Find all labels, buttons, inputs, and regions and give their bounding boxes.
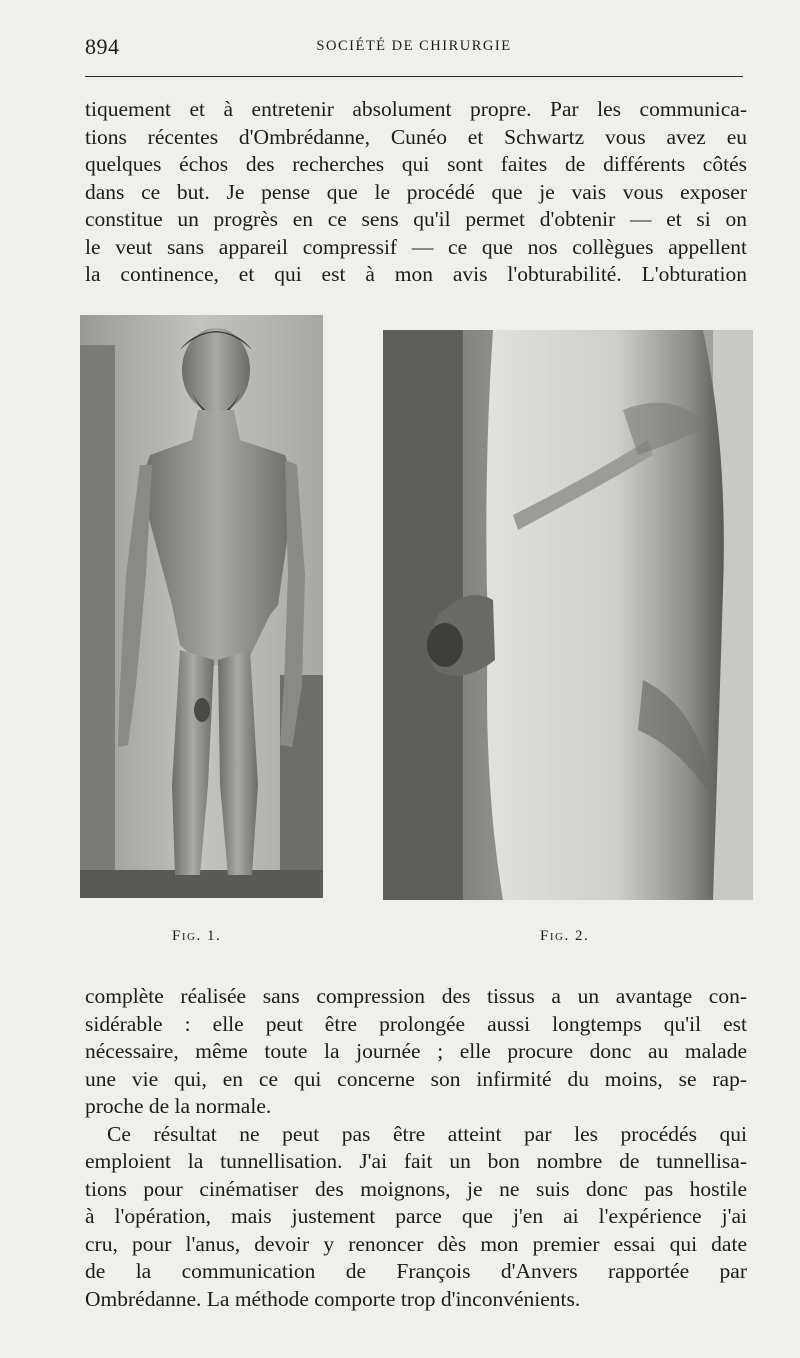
text-line: emploient la tunnellisation. J'ai fait un bon nombre de tunnellisa-: [85, 1149, 747, 1173]
text-line: Ombrédanne. La méthode comporte trop d'inconvénients.: [85, 1286, 581, 1311]
figure-1-photo: [80, 315, 323, 898]
text-line: tions récentes d'Ombrédanne, Cunéo et Schwartz vous avez eu: [85, 124, 747, 149]
text-line: une vie qui, en ce qui concerne son infirmité du moins, se rap-: [85, 1066, 747, 1091]
abdomen-closeup-photo: [383, 330, 753, 900]
figure-2-caption: Fig. 2.: [540, 928, 590, 944]
figure-1-caption: Fig. 1.: [172, 928, 222, 944]
header-rule: [85, 76, 743, 77]
running-title: SOCIÉTÉ DE CHIRURGIE: [316, 38, 512, 54]
text-line: constitue un progrès en ce sens qu'il permet d'obtenir — et si on: [85, 207, 747, 231]
text-line: nécessaire, même toute la journée ; elle procure donc au malade: [85, 1039, 747, 1063]
paragraph-bottom: [85, 983, 747, 1313]
text-line: dans ce but. Je pense que le procédé que je vais vous exposer: [85, 179, 747, 204]
text-line: tiquement et à entretenir absolument propre. Par les communica-: [85, 97, 747, 121]
text-line: complète réalisée sans compression des tissus a un avantage con-: [85, 984, 747, 1008]
text-line: à l'opération, mais justement parce que j'en ai l'expérience j'ai: [85, 1204, 747, 1228]
text-line: tions pour cinématiser des moignons, je ne suis donc pas hostile: [85, 1176, 747, 1201]
figure-2-photo: [383, 330, 753, 900]
text-line: Ce résultat ne peut pas être atteint par les procédés qui: [107, 1121, 747, 1146]
text-line: cru, pour l'anus, devoir y renoncer dès mon premier essai qui date: [85, 1231, 747, 1256]
text-line: quelques échos des recherches qui sont faites de différents côtés: [85, 152, 747, 176]
text-line: le veut sans appareil compressif — ce que nos collègues appellent: [85, 234, 747, 259]
page-number: 894: [85, 34, 120, 59]
text-line: proche de la normale.: [85, 1094, 272, 1118]
paragraph-top: [85, 96, 747, 289]
text-line: sidérable : elle peut être prolongée aussi longtemps qu'il est: [85, 1011, 747, 1036]
text-line: de la communication de François d'Anvers rapportée par: [85, 1259, 747, 1283]
standing-patient-photo: [80, 315, 323, 898]
text-line: la continence, et qui est à mon avis l'obturabilité. L'obturation: [85, 262, 747, 286]
page-header: [85, 32, 743, 62]
